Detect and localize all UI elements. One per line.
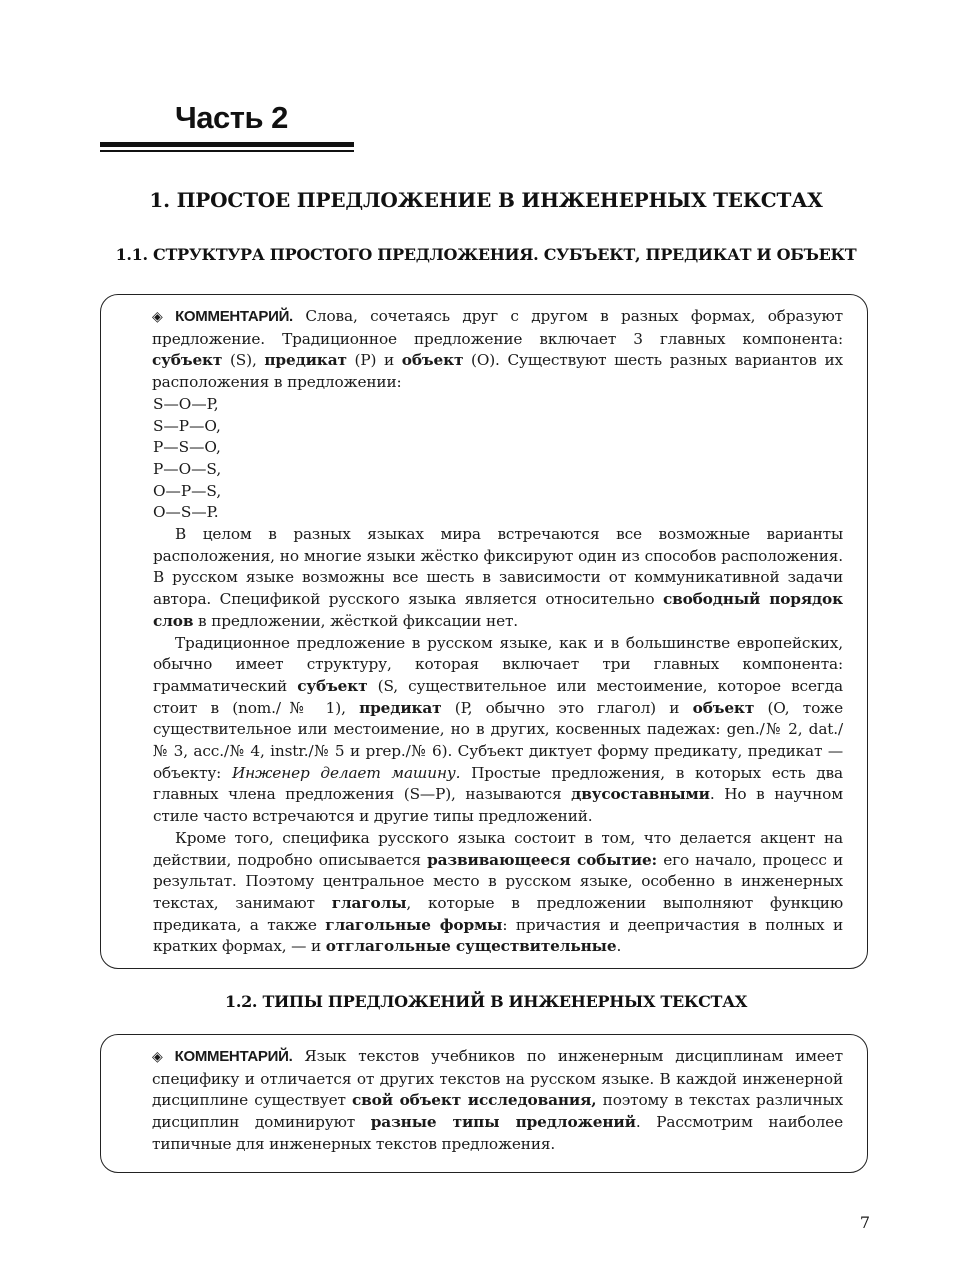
diamond-icon: ◈ (152, 1049, 163, 1065)
comment-paragraph-intro: ◈ КОММЕНТАРИЙ. Слова, сочетаясь друг с другом в разных формах, образуют предложение. Традиционное предложение включает 3 главных компонента: субъект (S), предикат (P) и объект (O). Существуют шесть разных вариантов их расположения в предложении: (152, 307, 843, 392)
part-title: Часть 2 (175, 100, 288, 135)
comment-paragraph-structure: Традиционное предложение в русском языке, как и в большинстве европейских, обычно имеет структуру, которая включает три главных компонента: грамматический субъект (S, существительное или местоимение, которое всегда стоит в (nom./№ 1), предикат (P, обычно это глагол) и объект (O, тоже существительное или местоимение, но в других, косвенных падежах: gen./№ 2, dat./ № 3, acc./№ 4, instr./№ 5 и prep./№ 6). Субъект диктует форму предикату, предикат — объекту: Инженер делает машину. Простые предложения, в которых есть два главных члена предложения (S—P), называются двусоставными. Но в научном стиле часто встречаются и другие типы предложений. (153, 633, 843, 826)
comment-paragraph-types: ◈ КОММЕНТАРИЙ. Язык текстов учебников по инженерным дисциплинам имеет специфику и отличается от других текстов на русском языке. В каждой инженерной дисциплине существует свой объект исследования, поэтому в текстах различных дисциплин доминируют разные типы предложений. Рассмотрим наиболее типичные для инженерных текстов предложения. (152, 1047, 843, 1153)
word-order-item: S—O—P, (153, 394, 219, 413)
page-number: 7 (859, 1213, 870, 1232)
comment-label: КОММЕНТАРИЙ. (175, 308, 293, 325)
section-title-1-1: 1.1. СТРУКТУРА ПРОСТОГО ПРЕДЛОЖЕНИЯ. СУБЪЕКТ, ПРЕДИКАТ И ОБЪЕКТ (115, 245, 857, 264)
word-order-item: O—S—P. (153, 503, 219, 522)
comment-paragraph-word-order: В целом в разных языках мира встречаются все возможные варианты расположения, но многие языки жёстко фиксируют один из способов расположения. В русском языке возможны все шесть в зависимости от коммуникативной задачи автора. Спецификой русского языка является относительно свободный порядок слов в предложении, жёсткой фиксации нет. (153, 525, 843, 630)
section-title-1-2: 1.2. ТИПЫ ПРЕДЛОЖЕНИЙ В ИНЖЕНЕРНЫХ ТЕКСТАХ (225, 992, 747, 1011)
comment-label: КОММЕНТАРИЙ. (174, 1048, 293, 1065)
word-order-item: P—S—O, (153, 438, 221, 457)
word-order-item: O—P—S, (153, 481, 222, 500)
comment-paragraph-verbs: Кроме того, специфика русского языка состоит в том, что делается акцент на действии, подробно описывается развивающееся событие: его начало, процесс и результат. Поэтому центральное место в русском языке, особенно в инженерных текстах, занимают глаголы, которые в предложении выполняют функцию предиката, а также глагольные формы: причастия и деепричастия в полных и кратких формах, — и отглагольные существительные. (153, 828, 844, 956)
comment-box-2 (100, 1034, 868, 1173)
part-title-rule-thick (100, 142, 354, 147)
part-title-rule-thin (100, 150, 354, 152)
chapter-title: 1. ПРОСТОЕ ПРЕДЛОЖЕНИЕ В ИНЖЕНЕРНЫХ ТЕКСТАХ (149, 188, 823, 212)
comment-box-1 (100, 294, 868, 969)
diamond-icon: ◈ (152, 309, 163, 325)
word-order-item: P—O—S, (153, 459, 222, 478)
word-order-list (153, 394, 843, 524)
word-order-item: S—P—O, (153, 416, 221, 435)
